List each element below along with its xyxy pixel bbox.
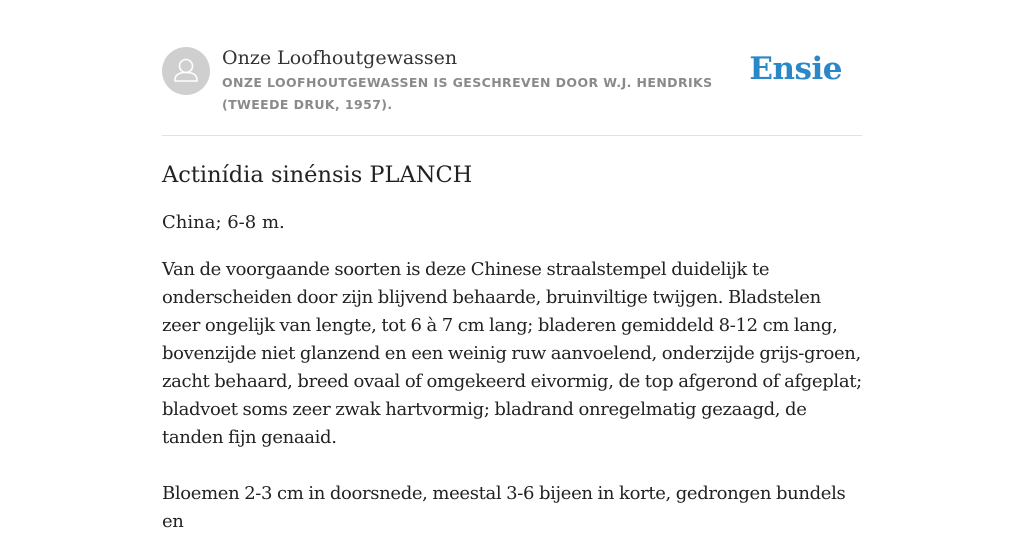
source-title[interactable]: Onze Loofhoutgewassen: [222, 47, 458, 69]
entry-title: Actinídia sinénsis PLANCH: [162, 162, 473, 188]
entry-paragraph: Bloemen 2-3 cm in doorsnede, meestal 3-6 bijeen in korte, gedrongen bundels en: [162, 483, 846, 532]
user-icon: [162, 47, 210, 95]
avatar[interactable]: [162, 47, 210, 95]
brand-logo[interactable]: Ensie: [749, 51, 842, 87]
source-description: ONZE LOOFHOUTGEWASSEN IS GESCHREVEN DOOR W.J. HENDRIKS (TWEEDE DRUK, 1957).: [222, 75, 713, 112]
article: [162, 158, 862, 536]
divider: [162, 135, 862, 136]
entry-meta: China; 6-8 m.: [162, 212, 285, 233]
source-header: [162, 46, 862, 118]
entry-paragraph: Van de voorgaande soorten is deze Chinese straalstempel duidelijk te onderscheiden door zijn blijvend behaarde, bruinviltige twijgen. Bladstelen zeer ongelijk van lengte, tot 6 à 7 cm lang; bladeren gemiddeld 8-12 cm lang, bovenzijde niet glanzend en een weinig ruw aanvoelend, onderzijde grijs-groen, zacht behaard, breed ovaal of omgekeerd eivormig, de top afgerond of afgeplat; bladvoet soms zeer zwak hartvormig; bladrand onregelmatig gezaagd, de tanden fijn genaaid.: [162, 259, 862, 448]
